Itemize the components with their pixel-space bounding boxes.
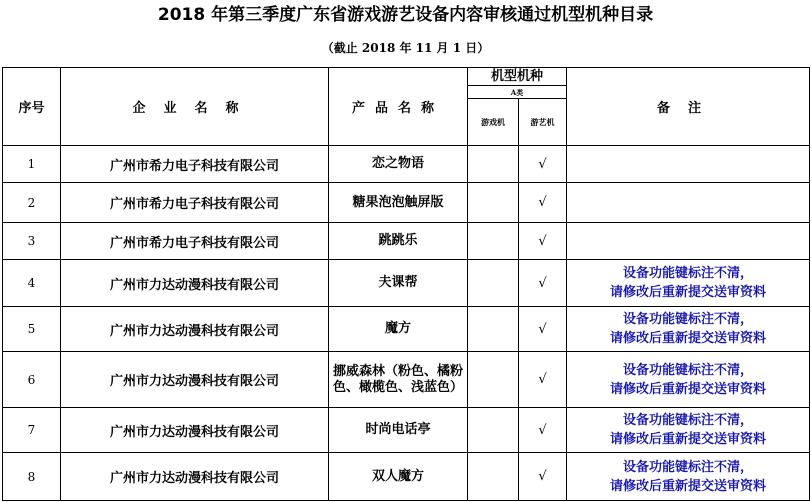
row-amusement-mark: √ xyxy=(519,146,567,183)
row-enterprise: 广州市力达动漫科技有限公司 xyxy=(61,307,329,352)
remark-line: 设备功能键标注不清， xyxy=(623,459,754,475)
row-product: 跳跳乐 xyxy=(329,223,468,260)
row-remarks xyxy=(567,307,810,352)
page-subtitle: （截止 2018 年 11 月 1 日） xyxy=(321,41,490,55)
row-game-mark xyxy=(468,183,519,223)
row-amusement-mark: √ xyxy=(519,307,567,352)
table-row xyxy=(3,408,810,453)
remark-line: 请修改后重新提交送审资料 xyxy=(610,331,767,346)
header-seq: 序号 xyxy=(3,68,61,146)
header-class-a: A类 xyxy=(468,86,567,99)
page-title: 2018 年第三季度广东省游戏游艺设备内容审核通过机型机种目录 xyxy=(157,5,654,25)
row-enterprise: 广州市希力电子科技有限公司 xyxy=(61,223,329,260)
header-remarks: 备注 xyxy=(567,68,810,146)
row-amusement-mark: √ xyxy=(519,260,567,307)
row-game-mark xyxy=(468,260,519,307)
row-seq: 4 xyxy=(3,260,61,307)
row-seq: 8 xyxy=(3,453,61,501)
row-remarks xyxy=(567,146,810,183)
remark-line: 请修改后重新提交送审资料 xyxy=(610,432,767,447)
row-amusement-mark: √ xyxy=(519,352,567,408)
row-seq: 7 xyxy=(3,408,61,453)
table-row xyxy=(3,352,810,408)
header-game-machine: 游戏机 xyxy=(468,99,519,146)
row-remarks xyxy=(567,453,810,501)
row-seq: 5 xyxy=(3,307,61,352)
row-product: 糖果泡泡触屏版 xyxy=(329,183,468,223)
row-product: 挪威森林（粉色、橘粉色、橄榄色、浅蓝色） xyxy=(329,352,468,408)
remark-line: 请修改后重新提交送审资料 xyxy=(610,478,767,494)
header-enterprise: 企业名称 xyxy=(61,68,329,146)
header-machine-type: 机型机种 xyxy=(468,68,567,86)
row-remarks xyxy=(567,408,810,453)
table-row xyxy=(3,183,810,223)
row-amusement-mark: √ xyxy=(519,183,567,223)
row-remarks xyxy=(567,260,810,307)
row-enterprise: 广州市希力电子科技有限公司 xyxy=(61,183,329,223)
row-game-mark xyxy=(468,146,519,183)
row-enterprise: 广州市力达动漫科技有限公司 xyxy=(61,260,329,307)
row-enterprise: 广州市希力电子科技有限公司 xyxy=(61,146,329,183)
remark-line: 设备功能键标注不清， xyxy=(623,266,754,281)
row-seq: 1 xyxy=(3,146,61,183)
row-amusement-mark: √ xyxy=(519,408,567,453)
row-seq: 6 xyxy=(3,352,61,408)
row-game-mark xyxy=(468,408,519,453)
remark-line: 请修改后重新提交送审资料 xyxy=(610,381,767,397)
row-amusement-mark: √ xyxy=(519,453,567,501)
row-enterprise: 广州市力达动漫科技有限公司 xyxy=(61,352,329,408)
row-game-mark xyxy=(468,453,519,501)
remark-line: 设备功能键标注不清， xyxy=(623,362,754,378)
table-row xyxy=(3,146,810,183)
row-product: 恋之物语 xyxy=(329,146,468,183)
catalog-table xyxy=(2,67,810,501)
header-amusement-machine: 游艺机 xyxy=(519,99,567,146)
row-game-mark xyxy=(468,223,519,260)
row-product: 双人魔方 xyxy=(329,453,468,501)
row-remarks xyxy=(567,183,810,223)
row-remarks xyxy=(567,223,810,260)
row-game-mark xyxy=(468,352,519,408)
header-product: 产品名称 xyxy=(329,68,468,146)
row-seq: 2 xyxy=(3,183,61,223)
row-game-mark xyxy=(468,307,519,352)
row-amusement-mark: √ xyxy=(519,223,567,260)
row-seq: 3 xyxy=(3,223,61,260)
row-product: 魔方 xyxy=(329,307,468,352)
remark-line: 请修改后重新提交送审资料 xyxy=(610,285,767,300)
remark-line: 设备功能键标注不清， xyxy=(623,312,754,327)
row-remarks xyxy=(567,352,810,408)
table-row xyxy=(3,307,810,352)
table-row xyxy=(3,453,810,501)
row-enterprise: 广州市力达动漫科技有限公司 xyxy=(61,408,329,453)
remark-line: 设备功能键标注不清， xyxy=(623,413,754,428)
row-product: 时尚电话亭 xyxy=(329,408,468,453)
row-enterprise: 广州市力达动漫科技有限公司 xyxy=(61,453,329,501)
row-product: 夫课帮 xyxy=(329,260,468,307)
table-row xyxy=(3,223,810,260)
table-row xyxy=(3,260,810,307)
